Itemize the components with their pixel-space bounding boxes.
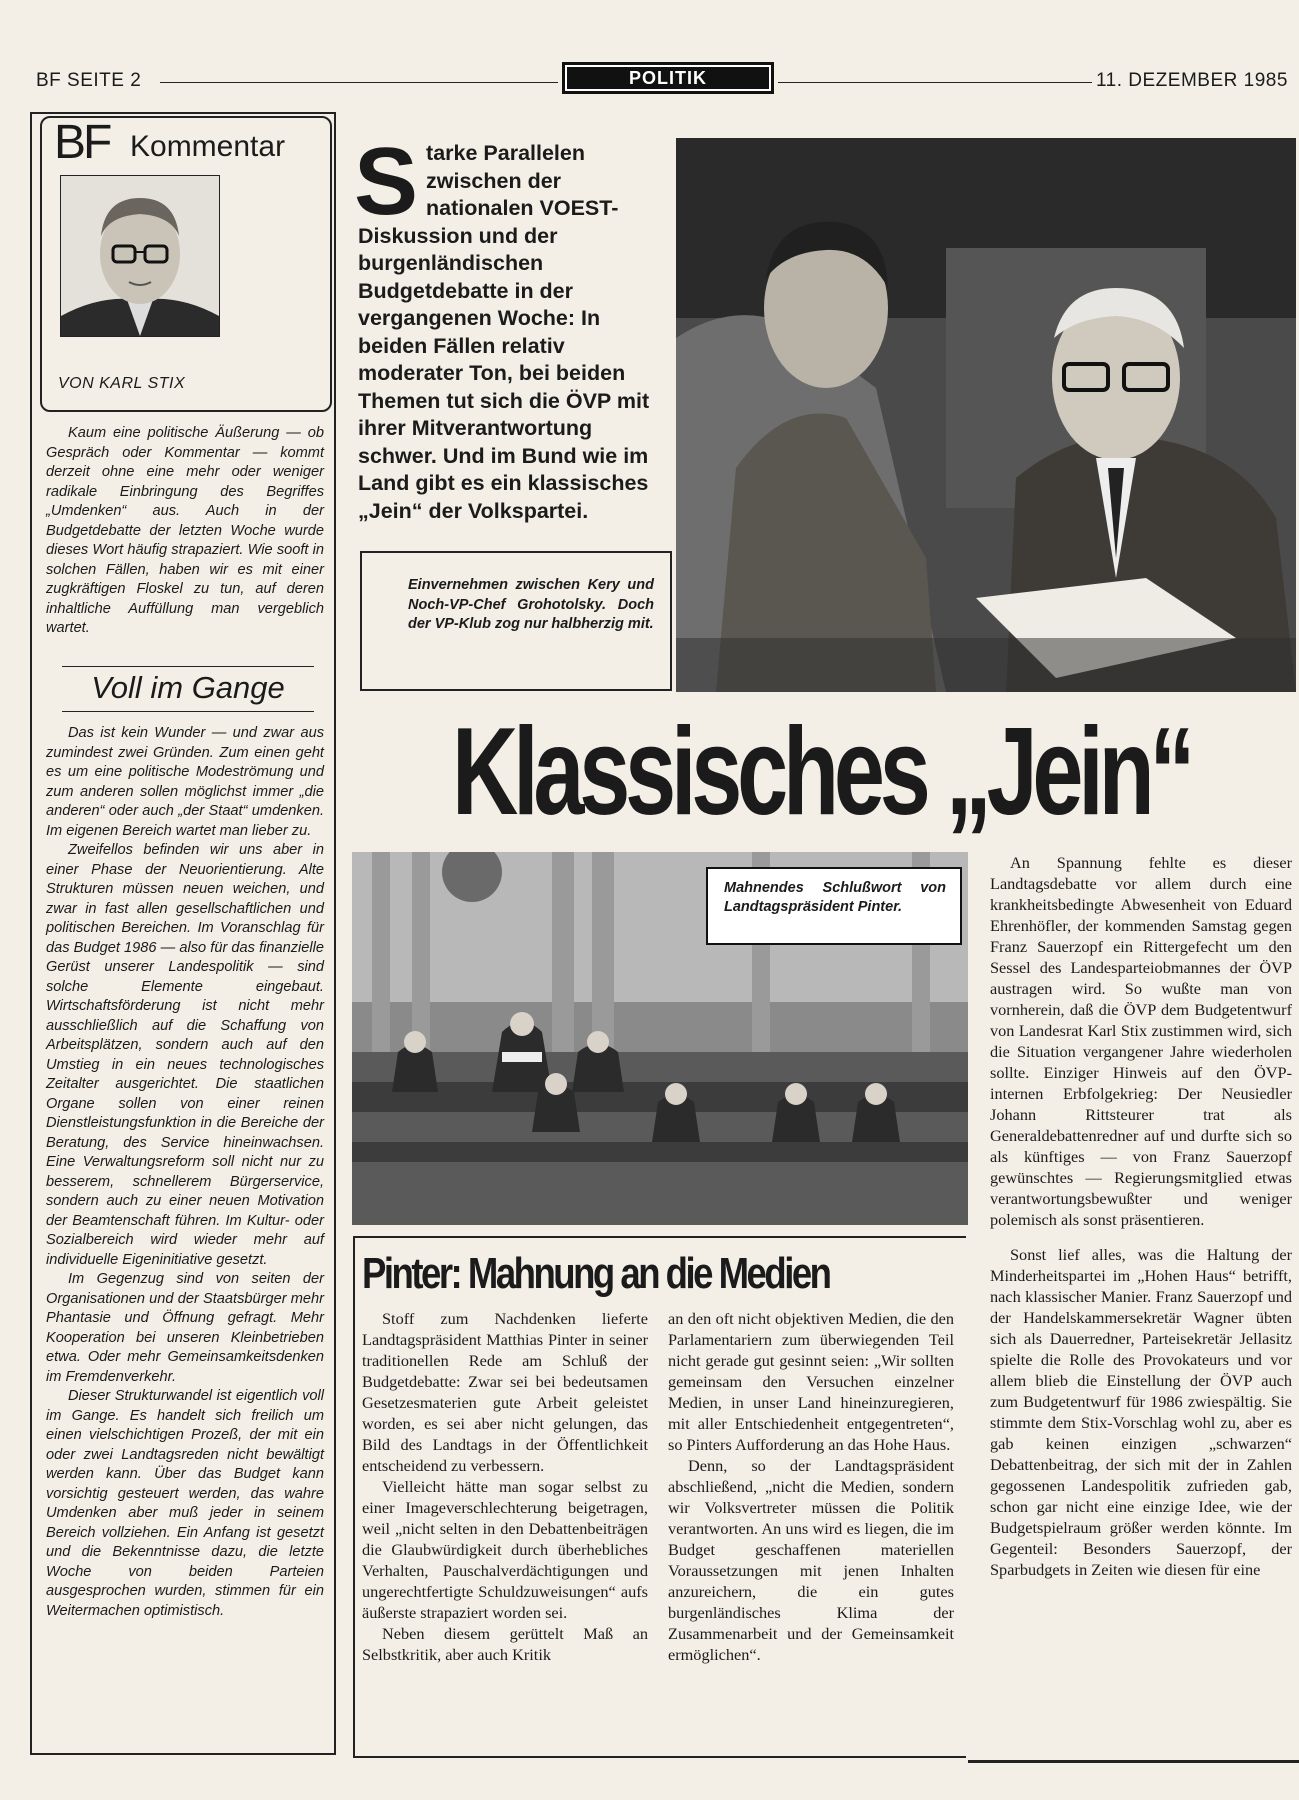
- kommentar-intro: [46, 424, 324, 639]
- pinter-column-2: [668, 1308, 954, 1665]
- lead-dropcap: S: [354, 128, 419, 235]
- header-rule-right: [778, 82, 1092, 83]
- author-portrait: [60, 175, 220, 337]
- kommentar-brand: BF: [54, 116, 110, 169]
- kommentar-subhead: Voll im Gange: [91, 670, 285, 705]
- section-label-box: [562, 62, 774, 94]
- kommentar-paragraph: Zweifellos befinden wir uns aber in einer Phase der Neuorientierung. Alte Strukturen müssen neuen weichen, und zwar in fast allen gesellschaftlichen und politischen Bereichen. Im Voranschlag für das Budget 1986 — also für das finanzielle Gerüst unserer Landespolitik — sind solche Elemente eingebaut. Wirtschaftsförderung ist nicht mehr ausschließlich auf die Schaffung von Arbeitsplätzen, sondern auch auf den Umstieg in ein neues technologisches Zeitalter ausgerichtet. Die staatlichen Organe sollen von einer reinen Dienstleistungsfunktion in die Bereiche der Beratung, des Service hineinwachsen. Eine Verwaltungsreform soll nicht nur zu besserem, schnellerem Bürgerservice, sondern auch zu einer neuen Motivation der Beamtenschaft führen. Im Kultur- oder Sozialbereich wird wieder mehr auf individuelle Eigeninitiative gesetzt.: [46, 842, 324, 1268]
- kommentar-paragraph: Das ist kein Wunder — und zwar aus zumindest zwei Gründen. Zum einen geht es um eine politische Modeströmung und zum anderen sollen möglichst immer „die anderen“ oder auch „der Staat“ umdenken. Im eigenen Bereich wartet man lieber zu.: [46, 725, 324, 839]
- pinter-paragraph: Denn, so der Landtagspräsident abschließend, „nicht die Medien, sondern wir Volksvertreter müssen die Politik verantworten. An uns wird es liegen, die im Budget geschaffenen materiellen Voraussetzungen mit jenen Inhalten anzureichern, die ein gutes burgenländisches Klima der Zusammenarbeit und der Gemeinsamkeit ermöglichen“.: [668, 1456, 954, 1664]
- kommentar-title: Kommentar: [130, 130, 286, 163]
- section-label: POLITIK: [567, 67, 769, 89]
- photo2-caption: Mahnendes Schlußwort von Landtagspräsident Pinter.: [724, 880, 946, 915]
- kommentar-body: [46, 724, 324, 1621]
- kommentar-intro-text: Kaum eine politische Äußerung — ob Gespräch oder Kommentar — kommt derzeit ohne eine mehr oder weniger radikale Einbringung des Begriffes „Umdenken“ aus. Auch in der Budgetdebatte der letzten Woche wurde dieses Wort häufig strapaziert. Wie sooft in solchen Fällen, haben wir es mit einer zugkräftigen Floskel zu tun, auf deren inhaltliche Auffüllung man vergeblich wartet.: [46, 425, 324, 636]
- kommentar-paragraph: Im Gegenzug sind von seiten der Organisationen und der Staatsbürger mehr Phantasie und Öffnung gefragt. Mehr Kooperation bei unseren Kleinbetrieben etwa. Oder mehr Gemeinsamkeitsdenken im Fremdenverkehr.: [46, 1271, 324, 1385]
- pinter-headline: Pinter: Mahnung an die Medien: [362, 1249, 830, 1298]
- issue-date: 11. DEZEMBER 1985: [1096, 70, 1288, 91]
- header-rule-left: [160, 82, 558, 83]
- right-column-bottom-rule: [968, 1760, 1299, 1763]
- lead-paragraph: [354, 128, 658, 525]
- kommentar-paragraph: Dieser Strukturwandel ist eigentlich voll im Gange. Es handelt sich freilich um einen vielschichtigen Prozeß, der mit ein oder zwei Landtagsreden nicht bewältigt werden kann. Über das Budget kann vorsichtig gesteuert werden, das wahre Umdenken aber muß jeder in seinem Bereich vollziehen. Ein Anfang ist gesetzt und die Bekenntnisse dazu, die letzte Woche von beiden Parteien ausgesprochen wurden, stimmen für ein Weitermachen optimistisch.: [46, 1388, 324, 1619]
- pinter-paragraph: Vielleicht hätte man sogar selbst zu einer Imageverschlechterung beigetragen, weil „nicht selten in den Debattenbeiträgen die Glaubwürdigkeit durch überhebliches Verhalten, Pauschalverdächtigungen und ungerechtfertigte Schuldzuweisungen“ aufs äußerste strapaziert worden sei.: [362, 1477, 648, 1622]
- main-article-paragraph: An Spannung fehlte es dieser Landtagsdebatte vor allem durch eine krankheitsbedingte Abwesenheit von Eduard Ehrenhöfler, der kommenden Samstag gegen Franz Sauerzopf ein Rittergefecht um den Sessel des Landesparteiobmannes der ÖVP austragen wird. So wußte man von vornherein, daß die ÖVP dem Budgetentwurf von Landesrat Karl Stix zustimmen wird, sich die Situation vergangener Jahre wiederholen sollte. Einziger Hinweis auf den ÖVP-internen Erbfolgekrieg: Der Neusiedler Johann Rittsteurer trat als Generaldebattenredner auf und durfte sich so als künftiges — von Franz Sauerzopf gewünschtes — Regierungsmitglied etwas verantwortungsbewußter und weniger polemisch als sonst präsentieren.: [990, 853, 1292, 1229]
- pinter-bottom-rule: [353, 1756, 966, 1758]
- main-article-paragraph: Sonst lief alles, was die Haltung der Minderheitspartei im „Hohen Haus“ betrifft, nach klassischer Manier. Franz Sauerzopf und der Handelskammersekretär Wagner übten sich als Dauerredner, Parteisekretär Jellasitz spielte die Rolle des Provokateurs und vor allem blieb die Einstellung der ÖVP auch zum Budgetentwurf für 1986 zwiespältig. Sie stimmte dem Stix-Vorschlag wohl zu, aber es gab keinen einzigen „schwarzen“ Debattenbeitrag, der sich mit der in Zahlen gegossenen Landespolitik zufrieden gab, schon gar nicht eine einzige Idee, wie der Budgetspielraum größer werden könnte. Im Gegenteil: Besonders Sauerzopf, der Sparbudgets in Zeiten wie diesen für eine: [990, 1245, 1292, 1579]
- main-article-column: [990, 852, 1292, 1580]
- pinter-paragraph: an den oft nicht objektiven Medien, die den Parlamentariern zum überwiegenden Teil nicht gerade gut gesinnt seien: „Wir sollten gemeinsam den Versuchen einzelner Medien, in unser Land hineinzuregieren, mit aller Entschiedenheit entgegentreten“, so Pinters Aufforderung an das Hohe Haus.: [668, 1309, 954, 1454]
- photo-politicians: [676, 138, 1296, 692]
- author-byline: VON KARL STIX: [58, 375, 186, 392]
- pinter-column-1: [362, 1308, 648, 1665]
- photo1-caption: Einvernehmen zwischen Kery und Noch-VP-Chef Grohotolsky. Doch der VP-Klub zog nur halbherzig mit.: [408, 577, 654, 632]
- pinter-paragraph: Stoff zum Nachdenken lieferte Landtagspräsident Matthias Pinter in seiner traditionellen Rede am Schluß der Budgetdebatte: Zwar sei bei bedeutsamen Gesetzesmaterien gute Arbeit geleistet worden, es sei aber nicht gelungen, das Bild des Landtags in der Öffentlichkeit entscheidend zu verbessern.: [362, 1309, 648, 1475]
- pinter-paragraph: Neben diesem gerüttelt Maß an Selbstkritik, aber auch Kritik: [362, 1624, 648, 1664]
- page-folio: BF SEITE 2: [36, 70, 142, 91]
- main-headline: Klassisches „Jein“: [452, 703, 1191, 841]
- lead-text: tarke Parallelen zwischen der nationalen VOEST-Diskussion und der burgenländischen Budgetdebatte in der vergangenen Woche: In beiden Fällen relativ moderater Ton, bei beiden Themen tut sich die ÖVP mit ihrer Mitverantwortung schwer. Und im Bund wie im Land gibt es ein klassisches „Jein“ der Volkspartei.: [358, 141, 650, 523]
